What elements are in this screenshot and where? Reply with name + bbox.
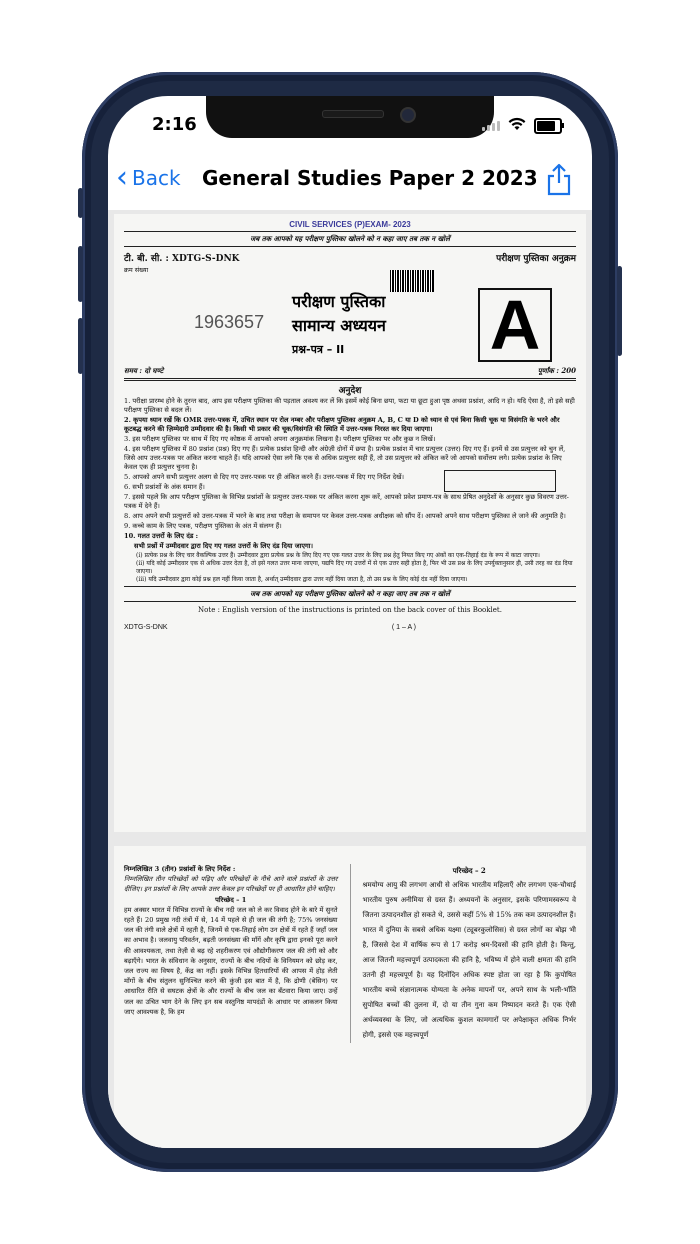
passage-1-heading: परिच्छेद – 1 (215, 895, 247, 904)
penalty-heading: सभी प्रश्नों में उम्मीदवार द्वारा दिए गए गलत उत्तरों के लिए दंड दिया जाएगा। (134, 542, 313, 550)
series-letter: A (478, 288, 552, 362)
serial-label: क्रम संख्या (124, 266, 149, 274)
page-title: General Studies Paper 2 2023 (202, 166, 538, 190)
instructions-heading: अनुदेश (338, 386, 362, 396)
paper-number: प्रश्न-पत्र – II (292, 343, 345, 356)
status-time: 2:16 (152, 114, 197, 135)
instruction-10: 10. गलत उत्तरों के लिए दंड : (124, 532, 199, 540)
footer-code: XDTG-S-DNK (124, 624, 168, 631)
pdf-page-1 (114, 214, 586, 832)
status-icons (482, 116, 562, 135)
share-button[interactable] (544, 162, 574, 196)
penalty-item-2: (ii) यदि कोई उम्मीदवार एक से अधिक उत्तर देता है, तो इसे गलत उत्तर माना जाएगा, यद्यपि दिए गए उत्तरों में से एक उत्तर सही होता है, फिर भी उस प्रश्न के लिए उपर्युक्तानुसार ही, उसी तरह का दंड दिया जाएगा। (136, 560, 573, 575)
instruction-8: 8. आप अपने सभी प्रत्युत्तरों को उत्तर-पत्रक में भरने के बाद तथा परीक्षा के समापन पर केवल उत्तर-पत्रक अधीक्षक को सौंप दें। आपको अपने साथ परीक्षण पुस्तिका ले जाने की अनुमति है। (124, 512, 566, 520)
english-note: Note : English version of the instructions is printed on the back cover of this Booklet. (198, 606, 502, 614)
instruction-9: 9. कच्चे काम के लिए पत्रक, परीक्षण पुस्तिका के अंत में संलग्न हैं। (124, 522, 282, 530)
instruction-2: 2. कृपया ध्यान रखें कि OMR उत्तर-पत्रक में, उचित स्थान पर रोल नम्बर और परीक्षण पुस्तिका अनुक्रम A, B, C या D को ध्यान से एवं बिना किसी चूक या विसंगति के भरने और कूटबद्ध करने की ज़िम्मेदारी उम्मीदवार की है। किसी भी प्रकार की चूक/विसंगति की स्थिति में उत्तर-पत्रक निरस्त कर दिया जाएगा। (124, 416, 560, 433)
screen (108, 96, 592, 1148)
mute-switch (78, 188, 83, 218)
booklet-title: परीक्षण पुस्तिका (292, 292, 386, 311)
booklet-sequence-label: परीक्षण पुस्तिका अनुक्रम (496, 254, 576, 264)
tbc-code: टी. बी. सी. : XDTG-S-DNK (124, 254, 240, 264)
volume-down-button (78, 318, 83, 374)
back-label: Back (132, 166, 181, 190)
marks-label: पूर्णांक : 200 (537, 366, 576, 375)
right-column (363, 864, 577, 1043)
instruction-7: 7. इससे पहले कि आप परीक्षण पुस्तिका के विभिन्न प्रश्नांशों के प्रत्युत्तर उत्तर-पत्रक पर अंकित करना शुरू करें, आपको प्रवेश प्रमाण-पत्र के साथ प्रेषित अनुदेशों के अनुसार कुछ विवरण उत्तर-पत्रक में देने हैं। (124, 493, 569, 510)
directions-text: निम्नलिखित तीन परिच्छेदों को पढ़िए और परिच्छेदों के नीचे आने वाले प्रश्नांशों के उत्तर दीजिए। इन प्रश्नांशों के लिए आपके उत्तर केवल इन परिच्छेदों पर ही आधारित होने चाहिए। (124, 875, 338, 894)
footer-page: ( 1 – A ) (391, 624, 416, 631)
volume-up-button (78, 246, 83, 302)
booklet-title-block (292, 290, 386, 362)
passage-2-heading: परिच्छेद – 2 (452, 866, 486, 875)
instruction-6: 6. सभी प्रश्नांशों के अंक समान हैं। (124, 483, 205, 491)
passage-1-text: हम अक्सर भारत में विभिन्न राज्यों के बीच नदी जल को ले कर विवाद होने के बारे में सुनते रहते हैं। 20 प्रमुख नदी तंत्रों में से, 14 में पहले से ही जल की तंगी है; 75% जनसंख्या जल की तंगी वाले क्षेत्रों में रहती है, जिनमें से एक-तिहाई लोग उन क्षेत्रों में रहते हैं जहाँ जल का अभाव है। जलवायु परिवर्तन, बढ़ती जनसंख्या की माँगें और कृषि द्वारा इनको पूरा करने की आवश्यकता, तथा तेज़ी से बढ़ रहे शहरीकरण एवं औद्योगीकरण जल की तंगी को और बढ़ाएँगे। भारत के संविधान के अनुसार, राज्यों के बीच नदियों के विनियमन को छोड़ कर, जल राज्य का विषय है, केंद्र का नहीं। इसके विभिन्न हितधारियों की आपस में होड़ लेती माँगों के बीच संतुलन सुनिश्चित करने की कुंजी इस बात में है, कि द्रोणी (बेसिन) पर आधारित रीति से सघटक क्षेत्रों के और राज्यों के बीच जल का बँटवारा किया जाए। उन्हें जल का उचित भाग देने के लिए इन सब वस्तुनिष्ठ मापदंडों के आधार पर आकलन किया जाए आवश्यक है, कि हम (124, 905, 338, 1016)
instruction-5: 5. आपको अपने सभी प्रत्युत्तर अलग से दिए गए उत्तर-पत्रक पर ही अंकित करने हैं। उत्तर-पत्रक में दिए गए निर्देश देखें। (124, 473, 404, 481)
passage-2-text: श्रमयोग्य आयु की लगभग आधी से अधिक भारतीय महिलाएँ और लगभग एक-चौथाई भारतीय पुरुष अनीमिया से ग्रस्त हैं। अध्ययनों के अनुसार, इसके परिणामस्वरूप वे जितना उत्पादनशील हो सकते थे, उससे कहीं 5% से 15% तक कम उत्पादनशील हैं। भारत में दुनिया के सबसे अधिक यक्ष्मा (ट्यूबरकुलोसिस) से ग्रस्त लोगों का बोझ भी है, जिससे देश में वार्षिक रूप से 17 करोड़ श्रम-दिवसों की हानि होती है। किन्तु, आज जितनी महत्त्वपूर्ण उत्पादकता की हानि है, भविष्य में होने वाली क्षमता की हानि उतनी ही महत्त्वपूर्ण है। यह दिनोंदिन अधिक स्पष्ट होता जा रहा है कि कुपोषित भारतीय बच्चे संज्ञानात्मक योग्यता के अनेक मापनों पर, अपने साथ के भली-भाँति सुपोषित बच्चों की तुलना में, दो या तीन गुना कम निष्पादन करते हैं। एक ऐसी अर्थव्यवस्था के लिए, जो अत्यधिक कुशल कामगारों पर अपेक्षाकृत अधिक निर्भर होगी, इससे एक महत्त्वपूर्ण (362, 881, 576, 1039)
share-icon (544, 162, 574, 196)
pdf-page-2 (114, 846, 586, 1148)
time-label: समय : दो घण्टे (124, 366, 164, 375)
chevron-left-icon: ‹ (116, 160, 128, 195)
navigation-bar (108, 160, 592, 204)
battery-icon (534, 118, 562, 134)
subject: सामान्य अध्ययन (292, 316, 386, 335)
roll-number-box (444, 470, 556, 492)
back-button[interactable] (116, 160, 181, 195)
warning-top: जब तक आपको यह परीक्षण पुस्तिका खोलने को न कहा जाए तब तक न खोलें (250, 234, 450, 243)
instruction-1: 1. परीक्षा प्रारम्भ होने के तुरन्त बाद, आप इस परीक्षण पुस्तिका की पड़ताल अवश्य कर लें कि इसमें कोई बिना छपा, फटा या छूटा हुआ पृष्ठ अथवा प्रश्नांश, आदि न हो। यदि ऐसा है, तो इसे सही परीक्षण पुस्तिका से बदल लें। (124, 397, 575, 414)
penalty-item-1: (i) प्रत्येक प्रश्न के लिए चार वैकल्पिक उत्तर हैं। उम्मीदवार द्वारा प्रत्येक प्रश्न के लिए दिए गए एक गलत उत्तर के लिए प्रश्न हेतु नियत किए गए अंकों का एक-तिहाई दंड के रूप में काटा जाएगा। (136, 552, 540, 559)
instruction-3: 3. इस परीक्षण पुस्तिका पर साथ में दिए गए कोष्ठक में आपको अपना अनुक्रमांक लिखना है। परीक्षण पुस्तिका पर और कुछ न लिखें। (124, 435, 436, 443)
barcode (390, 270, 434, 292)
speaker (322, 110, 384, 118)
warning-bottom: जब तक आपको यह परीक्षण पुस्तिका खोलने को न कहा जाए तब तक न खोलें (250, 589, 450, 598)
left-column (124, 864, 338, 1043)
wifi-icon (508, 116, 526, 135)
notch (206, 96, 494, 138)
exam-header: CIVIL SERVICES (P)EXAM- 2023 (289, 220, 411, 229)
instruction-4: 4. इस परीक्षण पुस्तिका में 80 प्रश्नांश (प्रश्न) दिए गए हैं। प्रत्येक प्रश्नांश हिन्दी और अंग्रेज़ी दोनों में छपा है। प्रत्येक प्रश्नांश में चार प्रत्युत्तर (उत्तर) दिए गए हैं। इनमें से उस प्रत्युत्तर को चुन लें, जिसे आप उत्तर-पत्रक पर अंकित करना चाहते हैं। यदि आपको ऐसा लगे कि एक से अधिक प्रत्युत्तर सही हैं, तो उस प्रत्युत्तर को अंकित करें जो आपको सर्वोत्तम लगे। प्रत्येक प्रश्नांश के लिए केवल एक ही प्रत्युत्तर चुनना है। (124, 445, 566, 471)
directions-heading: निम्नलिखित 3 (तीन) प्रश्नांशों के लिए निर्देश : (124, 865, 236, 873)
signal-icon (482, 121, 500, 131)
serial-number: 1963657 (194, 312, 265, 332)
pdf-viewer[interactable] (108, 210, 592, 1148)
front-camera (400, 107, 416, 123)
penalty-item-3: (iii) यदि उम्मीदवार द्वारा कोई प्रश्न हल नहीं किया जाता है, अर्थात् उम्मीदवार द्वारा उत्तर नहीं दिया जाता है, तो उस प्रश्न के लिए कोई दंड नहीं दिया जाएगा। (136, 576, 468, 583)
power-button (617, 266, 622, 356)
